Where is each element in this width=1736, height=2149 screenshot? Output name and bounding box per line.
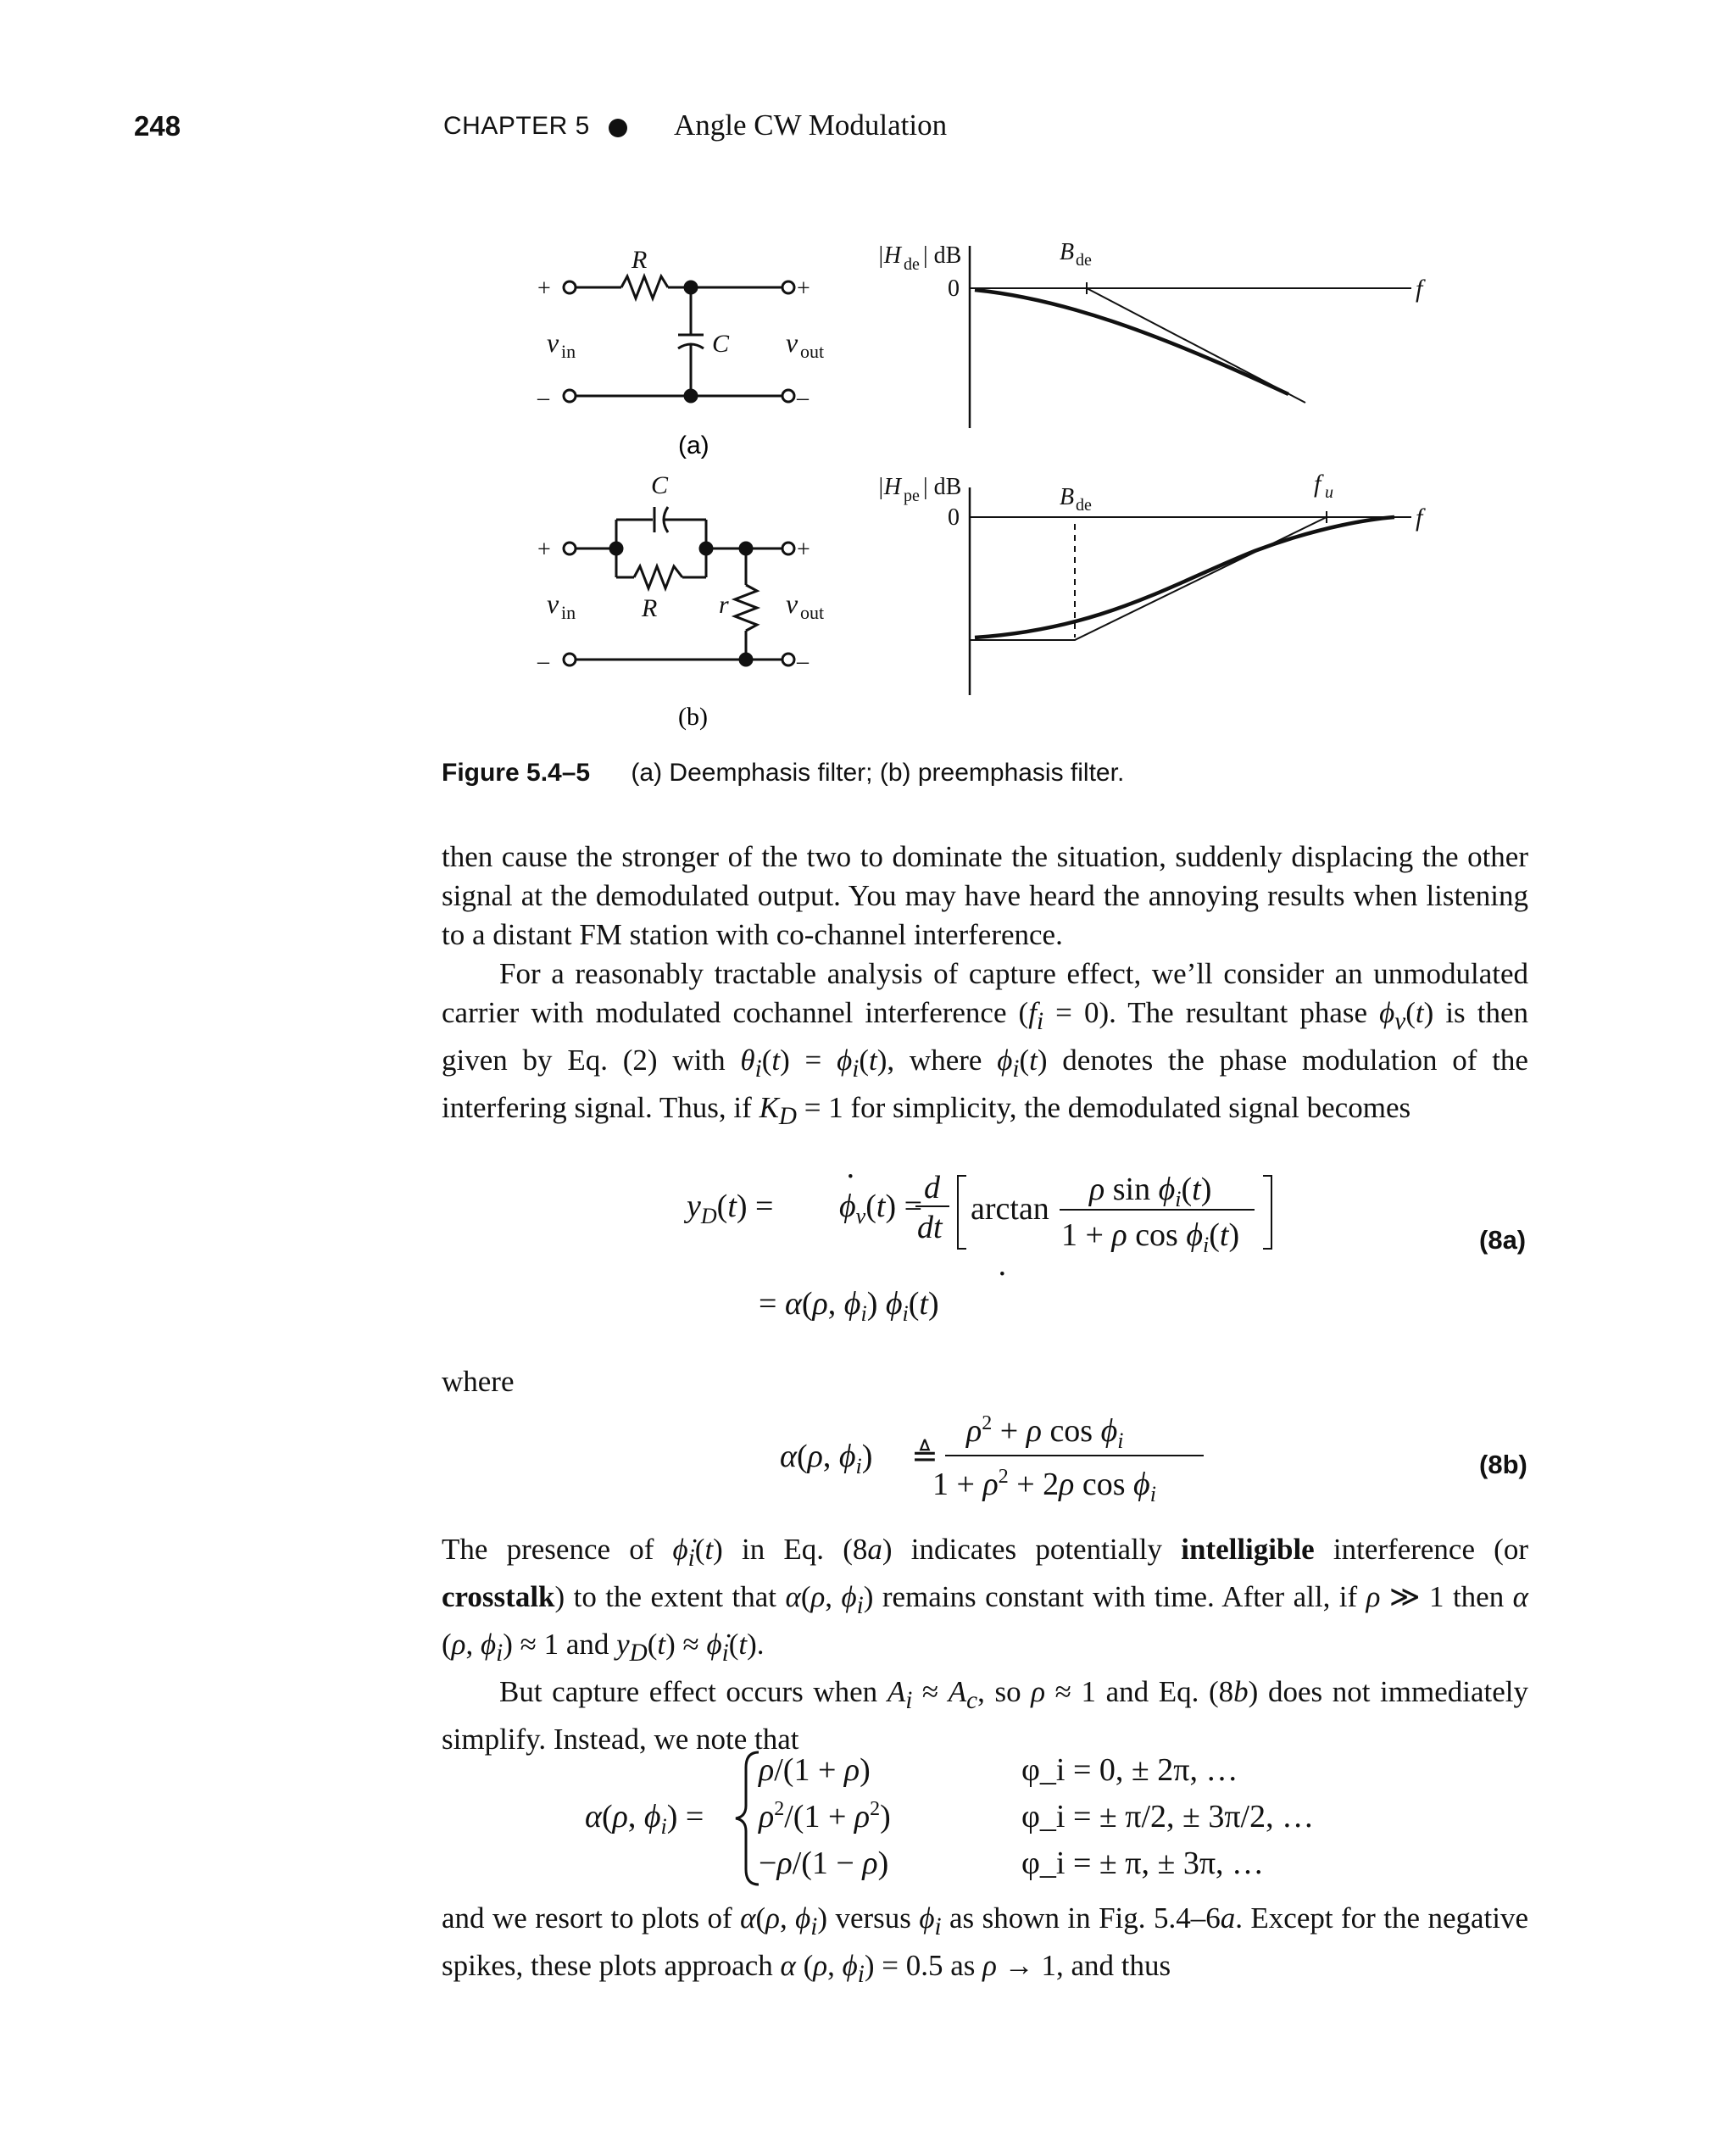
eq-8b-number: (8b)	[1479, 1450, 1527, 1479]
svg-text:| dB: | dB	[923, 242, 962, 269]
svg-text:f: f	[1314, 470, 1321, 498]
svg-text:1 + ρ2 + 2ρ cos ϕi: $1 + \rho^2 + 2\rho$ $\cos \phi_i$	[932, 1466, 1156, 1506]
svg-text:f: f	[1416, 504, 1423, 532]
circuit-b	[564, 507, 794, 665]
svg-text:≜: ≜	[911, 1439, 938, 1474]
svg-text:u: u	[1325, 483, 1333, 502]
case-1: φ_i = 0, ± 2π, …	[1021, 1752, 1238, 1788]
svg-text:C: C	[651, 471, 669, 499]
paragraph-1: then cause the stronger of the two to dominate the situation, suddenly displacing the other signal at the demodulated output. You may have heard the annoying results when listening to a distant FM station with co-channel interference.	[442, 840, 1528, 951]
svg-text:R: R	[642, 594, 658, 622]
plot-b	[970, 487, 1411, 695]
svg-text:v: v	[786, 327, 798, 358]
svg-text:v: v	[786, 588, 798, 619]
svg-text:out: out	[800, 602, 825, 623]
svg-text:v: v	[547, 588, 559, 619]
svg-text:+: +	[797, 537, 810, 563]
plot-b-labels	[877, 470, 1426, 532]
paragraph-2: For a reasonably tractable analysis of capture effect, we’ll consider an unmodulated carrier with modulated cochannel interference $(f_i = 0)$. The resultant phase $\phi_v(t)$ is then given by Eq. (2) with $\theta_i(t) = \phi_i(t)$, where $\phi_i(t)$ denotes the phase modulation of the interfering signal. Thus, if $K_D = 1$ for simplicity, the demodulated signal becomes	[442, 957, 1528, 1130]
svg-text:α(ρ, ϕi) =: α(ρ, $\phi_i$) =	[585, 1799, 704, 1839]
svg-text:ρ2/(1 + ρ2): $\rho^2/(1 + \rho^2)$	[759, 1798, 891, 1834]
svg-text:+: +	[537, 537, 551, 563]
svg-text:·: ·	[845, 1159, 856, 1194]
svg-text:in: in	[561, 341, 576, 362]
svg-text:+: +	[537, 276, 551, 302]
body-text-1	[442, 838, 1528, 1136]
circuit-a	[564, 276, 794, 402]
svg-text:ρ2 + ρ cos ϕi: $\rho^2 + \rho$ $\cos \phi_i$	[966, 1412, 1124, 1453]
svg-text:yD(t) =: $y_D(t)$ =	[687, 1189, 774, 1228]
svg-text:–: –	[537, 385, 549, 411]
svg-text:α(ρ, ϕi): α(ρ, $\phi_i$)	[780, 1439, 873, 1478]
svg-text:–: –	[797, 649, 809, 675]
equation-8a	[670, 1157, 1543, 1348]
where-word: where	[442, 1365, 515, 1398]
circuit-b-tag: (b)	[678, 703, 708, 731]
svg-text:ϕv(t) =: $\phi_v(t)$ =	[839, 1189, 923, 1228]
circuit-a-labels	[537, 246, 824, 411]
svg-text:0: 0	[948, 504, 960, 531]
plot-a-labels	[877, 239, 1426, 303]
equation-piecewise	[568, 1742, 1458, 1895]
page-number: 248	[134, 110, 181, 142]
svg-text:–: –	[797, 385, 809, 411]
svg-text:−ρ/(1 − ρ): −ρ/(1 − ρ)	[759, 1846, 889, 1881]
svg-text:·: ·	[997, 1256, 1008, 1292]
figure-label: Figure 5.4–5	[442, 759, 591, 787]
svg-text:R: R	[632, 246, 648, 274]
case-2: φ_i = ± π/2, ± 3π/2, …	[1021, 1799, 1315, 1834]
paragraph-5: and we resort to plots of α(ρ, $\phi_i$) versus $\phi_i$ as shown in Fig. 5.4–6a. Except for the negative spikes, these plots approach α (ρ, $\phi_i) = 0.5$ as ρ → 1, and thus	[442, 1901, 1529, 1988]
case-3: φ_i = ± π, ± 3π, …	[1021, 1846, 1265, 1881]
svg-text:in: in	[561, 602, 576, 623]
svg-text:B: B	[1060, 484, 1075, 510]
svg-text:dt: dt	[917, 1210, 943, 1245]
svg-text:= α(ρ, ϕi) ϕi(t): = α(ρ, $\phi_i$) $\phi_i(t)$	[759, 1286, 939, 1326]
svg-text:ρ sin ϕi(t): ρ $\sin \phi_i(t)$	[1089, 1172, 1212, 1211]
svg-text:arctan: arctan	[971, 1191, 1049, 1227]
svg-text:|H: |H	[877, 242, 901, 269]
svg-text:|H: |H	[877, 474, 901, 500]
figure-caption	[442, 759, 1124, 788]
svg-text:out: out	[800, 341, 825, 362]
svg-text:1 + ρ cos ϕi(t): 1 + ρ $\cos \phi_i(t)$	[1061, 1217, 1240, 1257]
body-text-2	[442, 1530, 1528, 1759]
svg-text:de: de	[1076, 496, 1092, 515]
svg-text:0: 0	[948, 276, 960, 302]
body-text-3	[442, 1899, 1528, 1994]
svg-text:–: –	[537, 649, 549, 675]
svg-text:de: de	[1076, 251, 1092, 270]
paragraph-4: But capture effect occurs when $A_i \approx A_c$, so ρ ≈ 1 and Eq. (8b) does not immediately simplify. Instead, we note that	[442, 1675, 1529, 1756]
svg-text:+: +	[797, 276, 810, 302]
equation-8b	[763, 1403, 1238, 1513]
chapter-title: Angle CW Modulation	[674, 109, 948, 142]
figure-5-4-5	[0, 0, 1736, 763]
svg-text:d: d	[924, 1170, 940, 1205]
paragraph-3: The presence of $\phi̇_i(t)$ in Eq. (8a) indicates potentially intelligible interference (or crosstalk) to the extent that α(ρ, $\phi_i$) remains constant with time. After all, if ρ ≫ 1 then α (ρ, $\phi_i) \approx 1$ and $y_D(t)$ ≈ $\phi̇_i(t)$.	[442, 1533, 1529, 1667]
chapter-label: CHAPTER 5	[443, 112, 590, 140]
eq-8a-number: (8a)	[1479, 1225, 1527, 1255]
svg-text:C: C	[712, 330, 730, 358]
figure-caption-text: (a) Deemphasis filter; (b) preemphasis filter.	[631, 759, 1125, 787]
svg-text:v: v	[547, 327, 559, 358]
svg-text:pe: pe	[904, 487, 920, 505]
svg-text:f: f	[1416, 275, 1423, 303]
circuit-a-tag: (a)	[678, 431, 709, 459]
svg-text:B: B	[1060, 239, 1075, 265]
svg-text:r: r	[719, 591, 729, 619]
svg-text:| dB: | dB	[923, 474, 962, 500]
plot-a	[970, 246, 1411, 428]
svg-text:de: de	[904, 255, 920, 274]
svg-text:ρ/(1 + ρ): ρ/(1 + ρ)	[759, 1752, 871, 1788]
